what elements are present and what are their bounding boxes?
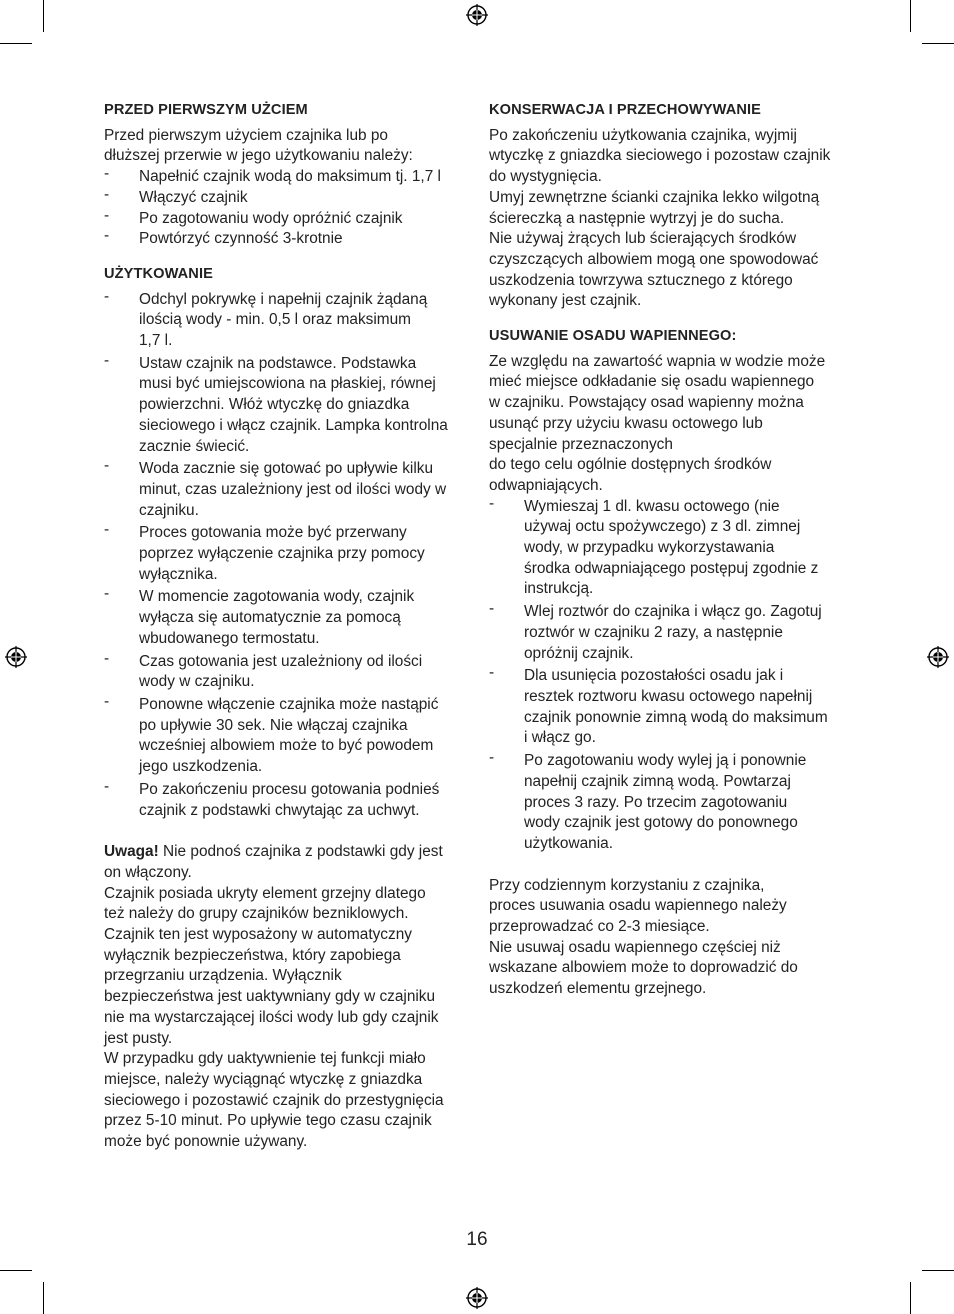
text-line: przegrzaniu urządzenia. Wyłącznik [104,967,342,985]
text-line: Przed pierwszym użyciem czajnika lub po [104,126,388,144]
warning-paragraph [104,842,469,1153]
list-item-line: 1,7 l. [139,332,173,350]
text-line: odwapniających. [489,476,603,494]
crop-mark-bottom-right-h [922,1270,954,1271]
list-item-line: roztwór w czajniku 2 razy, a następnie [524,623,783,641]
first-use-list [104,167,469,250]
list-item [104,167,469,188]
list-item-line: Czas gotowania jest uzależniony od ilości [139,652,423,670]
list-item-line: Proces gotowania może być przerwany [139,524,407,542]
crop-mark-bottom-left-h [0,1270,32,1271]
list-item-line: zacznie świecić. [139,437,250,455]
list-item-line: ilością wody - min. 0,5 l oraz maksimum [139,311,411,329]
list-item-line: wbudowanego termostatu. [139,629,320,647]
list-item-line: minut, czas uzależniony jest od ilości wody w [139,480,447,498]
text-line: on włączony. [104,863,192,881]
text-line: mieć miejsce odkładanie się osadu wapiennego [489,373,815,391]
section-heading-usage: UŻYTKOWANIE [104,265,213,282]
descaling-intro [489,352,859,497]
list-item [104,188,469,209]
page-number: 16 [466,1229,488,1250]
list-item-line: Woda zacznie się gotować po upływie kilku [139,460,434,478]
list-item-line: wody w czajniku. [139,673,255,691]
list-item-line: używaj octu spożywczego) z 3 dl. zimnej [524,518,801,536]
text-line: przez 5-10 minut. Po upływie tego czasu czajnik [104,1112,432,1130]
text-line: wtyczkę z gniazdka sieciowego i pozostaw czajnik [489,147,831,165]
text-line: proces usuwania osadu wapiennego należy [489,897,787,915]
registration-mark-icon [466,4,488,26]
text-line: bezpieczeństwa jest uaktywniany gdy w czajniku [104,988,436,1006]
list-item-line: czajniku. [139,501,199,519]
list-item-line: jego uszkodzenia. [139,758,263,776]
crop-mark-bottom-right-v [910,1282,911,1314]
list-item-line: Odchyl pokrywkę i napełnij czajnik żądaną [139,290,428,308]
text-line: specjalnie przeznaczonych [489,435,673,453]
descaling-list [489,497,859,855]
text-line: Nie usuwaj osadu wapiennego częściej niż [489,938,781,956]
text-line: Umyj zewnętrzne ścianki czajnika lekko wilgotną [489,188,820,206]
list-item [104,229,469,250]
text-line: może być ponownie używany. [104,1133,308,1151]
closing-text [489,876,859,1000]
list-item-line: wyłącznika. [139,565,218,583]
text-line: wykonany jest czajnik. [489,292,642,310]
list-item-line: wcześniej albowiem może to być powodem [139,737,434,755]
list-item-line: Napełnić czajnik wodą do maksimum tj. 1,7 l [139,168,441,186]
crop-mark-top-left-v [43,0,44,32]
text-line: wyłącznik bezpieczeństwa, który zapobiega [104,946,401,964]
text-line: dłuższej przerwie w jego użytkowaniu należy: [104,147,413,165]
list-item-line: środka odwapniającego postępuj zgodnie z [524,559,819,577]
list-item-line: wody czajnik jest gotowy do ponownego [524,814,798,832]
list-item [104,780,469,821]
list-item [489,497,859,601]
list-item-line: Po zakończeniu procesu gotowania podnieś [139,780,440,798]
section-heading-first-use: PRZED PIERWSZYM UŻCIEM [104,102,308,118]
list-item-line: poprzez wyłączenie czajnika przy pomocy [139,545,425,563]
crop-mark-bottom-left-v [43,1282,44,1314]
text-line: przeprowadzać co 2-3 miesiące. [489,918,710,936]
text-line: Czajnik ten jest wyposażony w automatyczny [104,926,412,944]
text-line: czyszczących albowiem mogą one spowodować [489,250,819,268]
text-line: Po zakończeniu użytkowania czajnika, wyjmij [489,126,797,144]
registration-mark-icon [927,646,949,668]
list-item-line: opróżnij czajnik. [524,644,634,662]
text-line: Ze względu na zawartość wapnia w wodzie może [489,352,826,370]
list-item-line: użytkowania. [524,834,613,852]
text-line: W przypadku gdy uaktywnienie tej funkcji miało [104,1050,426,1068]
right-column [489,100,859,1000]
list-item-line: Powtórzyć czynność 3-krotnie [139,230,343,248]
list-item-line: Wlej roztwór do czajnika i włącz go. Zagotuj [524,603,822,621]
text-line: usunąć przy użyciu kwasu octowego lub [489,414,763,432]
list-item-line: sieciowego i włącz czajnik. Lampka kontrolna [139,416,448,434]
crop-mark-top-left-h [0,43,32,44]
text-line: miejsce, należy wyciągnąć wtyczkę z gniazdka [104,1070,423,1088]
text-line: Czajnik posiada ukryty element grzejny dlatego [104,884,426,902]
list-item [104,354,469,458]
warning-body [104,864,444,1150]
list-item [104,209,469,230]
list-item-line: instrukcją. [524,580,594,598]
text-line: wskazane albowiem może to doprowadzić do [489,959,798,977]
list-item-line: powierzchni. Włóż wtyczkę do gniazdka [139,396,410,414]
registration-mark-icon [5,646,27,668]
list-item [104,459,469,521]
list-item-line: Po zagotowaniu wody wylej ją i ponownie [524,752,807,770]
list-item-line: proces 3 razy. Po trzecim zagotowaniu [524,793,788,811]
usage-list [104,290,469,822]
list-item [104,523,469,585]
text-line: uszkodzeń elementu grzejnego. [489,980,707,998]
list-item-line: i włącz go. [524,729,596,747]
crop-mark-top-right-v [910,0,911,32]
list-item-line: czajnik z podstawki chwytając za uchwyt. [139,801,420,819]
list-item-line: W momencie zagotowania wody, czajnik [139,588,415,606]
warning-label: Uwaga! [104,843,159,861]
list-item-line: napełnij czajnik zimną wodą. Powtarzaj [524,772,791,790]
list-item-line: wody, w przypadku wykorzystawania [524,539,775,557]
text-line: sieciowego i pozostawić czajnik do przestygnięcia [104,1091,444,1109]
text-line: do wystygnięcia. [489,168,602,186]
first-use-intro [104,126,469,167]
list-item-line: Ponowne włączenie czajnika może nastąpić [139,695,439,713]
list-item-line: Po zagotowaniu wody opróżnić czajnik [139,209,403,227]
list-item [104,652,469,693]
list-item [489,602,859,664]
registration-mark-icon [466,1287,488,1309]
list-item-line: wyłącza się automatycznie za pomocą [139,609,401,627]
maintenance-text [489,126,859,312]
text-line: Nie używaj żrących lub ścierających środków [489,230,797,248]
list-item [489,666,859,749]
section-heading-maintenance: KONSERWACJA I PRZECHOWYWANIE [489,102,761,118]
list-item-line: resztek roztworu kwasu octowego napełnij [524,687,813,705]
left-column [104,100,469,1153]
text-line: do tego celu ogólnie dostępnych środków [489,456,772,474]
list-item-line: Dla usunięcia pozostałości osadu jak i [524,667,784,685]
text-line: ściereczką a następnie wytrzyj je do sucha. [489,209,785,227]
list-item-line: Ustaw czajnik na podstawce. Podstawka [139,354,417,372]
text-line: też należy do grupy czajników bezniklowych. [104,905,409,923]
list-item-line: musi być umiejscowiona na płaskiej, równej [139,375,436,393]
list-item-line: Wymieszaj 1 dl. kwasu octowego (nie [524,497,780,515]
list-item [489,751,859,855]
warning-first-line: Nie podnoś czajnika z podstawki gdy jest [158,843,443,861]
list-item-line: czajnik ponownie zimną wodą do maksimum [524,708,828,726]
list-item-line: Włączyć czajnik [139,188,248,206]
list-item-line: po upływie 30 sek. Nie włączaj czajnika [139,716,408,734]
text-line: nie ma wystarczającej ilości wody lub gdy czajnik [104,1008,439,1026]
list-item [104,587,469,649]
text-line: Przy codziennym korzystaniu z czajnika, [489,876,765,894]
list-item [104,695,469,778]
section-heading-descaling: USUWANIE OSADU WAPIENNEGO: [489,328,737,345]
text-line: jest pusty. [104,1029,173,1047]
list-item [104,290,469,352]
text-line: uszkodzenia towrzywa sztucznego z którego [489,271,793,289]
text-line: w czajniku. Powstający osad wapienny można [489,394,804,412]
crop-mark-top-right-h [922,43,954,44]
